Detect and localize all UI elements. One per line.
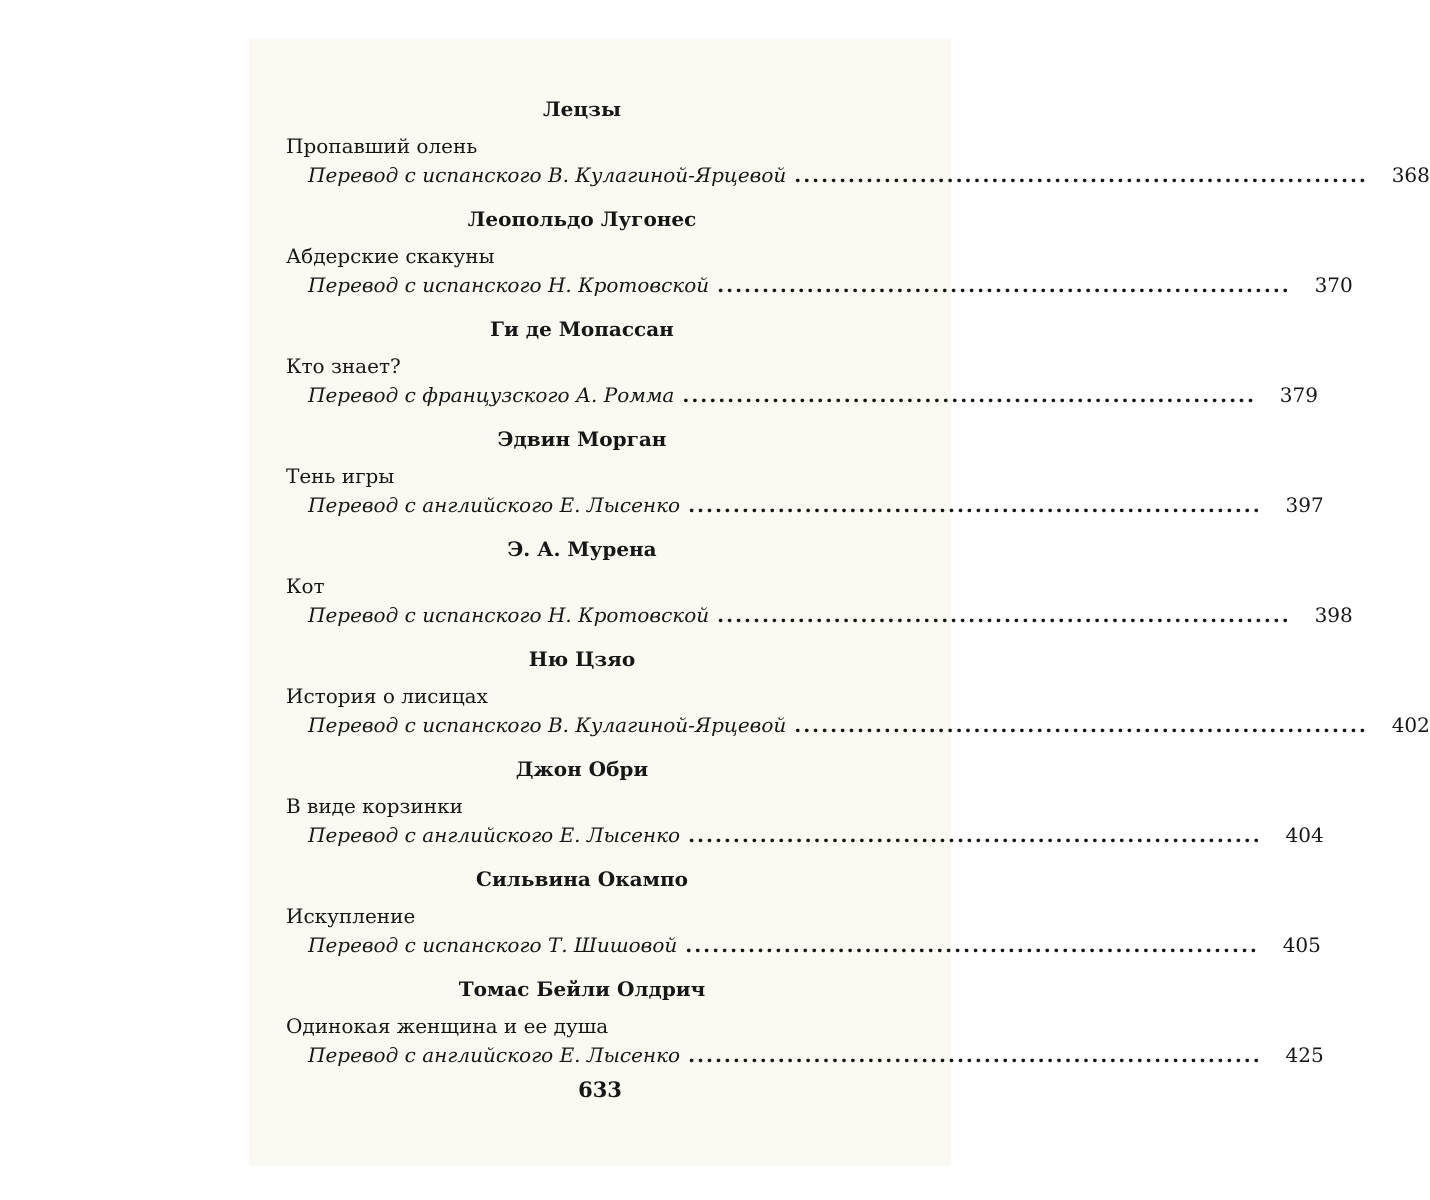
dot-leader: ................................................................ [682,383,1256,407]
dot-leader: ................................................................ [685,933,1259,957]
author-name: Джон Обри [515,757,649,781]
toc-entry [286,646,1430,756]
toc-entry [286,976,1324,1086]
author-name: Сильвина Окампо [476,867,688,891]
work-title: Тень игры [286,464,395,488]
page-ref: 398 [1314,603,1353,627]
translator-credit: Перевод с испанского В. Кулагиной-Ярцевой [308,713,787,737]
dot-leader: ................................................................ [794,713,1368,737]
dot-leader: ................................................................ [688,823,1262,847]
dot-leader: ................................................................ [717,603,1291,627]
author-name: Леопольдо Лугонес [467,207,697,231]
work-title: Одинокая женщина и ее душа [286,1014,609,1038]
page-ref: 397 [1285,493,1324,517]
page-ref: 405 [1282,933,1321,957]
translator-credit: Перевод с испанского Н. Кротовской [308,273,710,297]
page-ref: 425 [1285,1043,1324,1067]
page-ref: 370 [1314,273,1353,297]
page-number: 633 [578,1077,622,1102]
table-of-contents [286,96,1430,1086]
work-title: История о лисицах [286,684,488,708]
toc-entry [286,756,1324,866]
toc-entry [286,96,1430,206]
translation-line [286,930,1321,960]
page-ref: 402 [1391,713,1430,737]
toc-entry [286,206,1353,316]
translation-line [286,1040,1324,1070]
author-name: Э. А. Мурена [507,537,657,561]
author-name: Ги де Мопассан [490,317,674,341]
translator-credit: Перевод с английского Е. Лысенко [308,493,681,517]
toc-entry [286,316,1318,426]
translation-line [286,380,1318,410]
work-title: В виде корзинки [286,794,463,818]
translation-line [286,710,1430,740]
work-title: Абдерские скакуны [286,244,495,268]
work-title: Пропавший олень [286,134,478,158]
author-name: Эдвин Морган [497,427,667,451]
toc-entry [286,536,1353,646]
dot-leader: ................................................................ [688,1043,1262,1067]
work-title: Искупление [286,904,416,928]
translation-line [286,270,1353,300]
translation-line [286,820,1324,850]
dot-leader: ................................................................ [717,273,1291,297]
toc-entry [286,426,1324,536]
author-name: Томас Бейли Олдрич [458,977,706,1001]
author-name: Лецзы [543,97,621,121]
translator-credit: Перевод с испанского Т. Шишовой [308,933,678,957]
book-page [250,40,1430,1165]
page-ref: 404 [1285,823,1324,847]
work-title: Кто знает? [286,354,401,378]
translator-credit: Перевод с английского Е. Лысенко [308,823,681,847]
translator-credit: Перевод с испанского В. Кулагиной-Ярцевой [308,163,787,187]
translator-credit: Перевод с английского Е. Лысенко [308,1043,681,1067]
work-title: Кот [286,574,325,598]
author-name: Ню Цзяо [528,647,636,671]
translation-line [286,490,1324,520]
translator-credit: Перевод с испанского Н. Кротовской [308,603,710,627]
dot-leader: ................................................................ [794,163,1368,187]
dot-leader: ................................................................ [688,493,1262,517]
translation-line [286,600,1353,630]
toc-entry [286,866,1321,976]
page-ref: 379 [1279,383,1318,407]
translator-credit: Перевод с французского А. Ромма [308,383,675,407]
page-ref: 368 [1391,163,1430,187]
translation-line [286,160,1430,190]
